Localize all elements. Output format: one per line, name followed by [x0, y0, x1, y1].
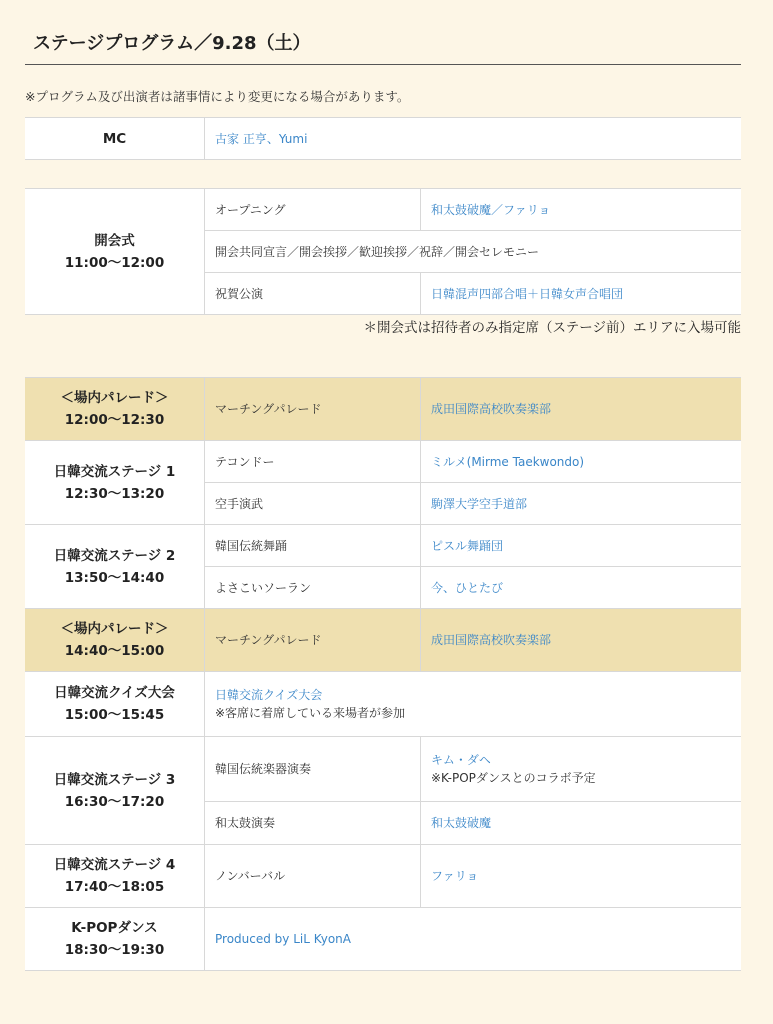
- stage-3-program-1: 韓国伝統楽器演奏: [205, 737, 421, 802]
- mc-row: [25, 118, 741, 160]
- parade-2-time: 14:40〜15:00: [64, 643, 165, 659]
- stage-3-name: 日韓交流ステージ 3: [53, 771, 176, 788]
- stage-4-time: 17:40〜18:05: [64, 879, 165, 895]
- stage-3-program-2: 和太鼓演奏: [205, 802, 421, 845]
- stage-3-performer-cell-1: [421, 737, 742, 802]
- parade-1-performer[interactable]: 成田国際高校吹奏楽部: [431, 402, 552, 416]
- parade-2-performer-cell: [421, 609, 742, 672]
- quiz-row: [25, 672, 741, 737]
- opening-time: 11:00〜12:00: [64, 254, 165, 271]
- schedule-table: [25, 377, 741, 971]
- quiz-head: [25, 672, 205, 737]
- quiz-name: 日韓交流クイズ大会: [54, 685, 175, 701]
- parade-1-program: マーチングパレード: [205, 378, 421, 441]
- stage-3-head: [25, 737, 205, 845]
- stage-2-row-1: [25, 525, 741, 567]
- stage-1-head: [25, 441, 205, 525]
- opening-performer-cell-3: [421, 273, 742, 315]
- stage-1-performer-2[interactable]: 駒澤大学空手道部: [431, 496, 528, 511]
- stage-1-program-2: 空手演武: [205, 483, 421, 525]
- parade-1-time: 12:00〜12:30: [64, 412, 165, 428]
- parade-1-performer-cell: [421, 378, 742, 441]
- stage-4-performer[interactable]: ファリョ: [431, 869, 479, 883]
- stage-4-performer-cell: [421, 845, 742, 908]
- parade-2-name: ＜場内パレード＞: [60, 621, 169, 637]
- quiz-time: 15:00〜15:45: [64, 707, 165, 723]
- kpop-name: K-POPダンス: [71, 920, 158, 936]
- kpop-head: [25, 908, 205, 971]
- opening-program-1: オープニング: [205, 189, 421, 231]
- stage-1-time: 12:30〜13:20: [64, 485, 165, 502]
- opening-row-1: [25, 189, 741, 231]
- stage-4-program: ノンバーバル: [205, 845, 421, 908]
- stage-2-name: 日韓交流ステージ 2: [53, 547, 176, 564]
- kpop-time: 18:30〜19:30: [64, 942, 165, 958]
- kpop-row: [25, 908, 741, 971]
- opening-head: [25, 189, 205, 315]
- quiz-program[interactable]: 日韓交流クイズ大会: [215, 688, 323, 702]
- parade-2-performer[interactable]: 成田国際高校吹奏楽部: [431, 633, 552, 647]
- opening-performer-3[interactable]: 日韓混声四部合唱＋日韓女声合唱団: [431, 286, 624, 301]
- stage-3-performer-1[interactable]: キム・ダヘ: [431, 753, 491, 767]
- stage-2-time: 13:50〜14:40: [64, 569, 165, 586]
- parade-2-row: [25, 609, 741, 672]
- stage-4-row: [25, 845, 741, 908]
- quiz-note: ※客席に着席している来場者が参加: [215, 706, 406, 720]
- mc-label: MC: [25, 118, 205, 160]
- parade-2-head: [25, 609, 205, 672]
- stage-2-performer-cell-1: [421, 525, 742, 567]
- quiz-detail-cell: [205, 672, 742, 737]
- parade-1-row: [25, 378, 741, 441]
- stage-3-performer-2[interactable]: 和太鼓破魔: [431, 816, 492, 830]
- parade-1-head: [25, 378, 205, 441]
- kpop-detail-cell: [205, 908, 742, 971]
- stage-3-row-1: [25, 737, 741, 802]
- page: [25, 0, 741, 971]
- mc-table: [25, 117, 741, 160]
- stage-1-row-1: [25, 441, 741, 483]
- stage-3-time: 16:30〜17:20: [64, 793, 165, 810]
- change-notice: ※プログラム及び出演者は諸事情により変更になる場合があります。: [25, 89, 410, 104]
- opening-program-3: 祝賀公演: [205, 273, 421, 315]
- stage-2-performer-cell-2: [421, 567, 742, 609]
- stage-2-head: [25, 525, 205, 609]
- opening-program-2: 開会共同宣言／開会挨拶／歓迎挨拶／祝辞／開会セレモニー: [205, 231, 742, 273]
- stage-1-performer-cell-1: [421, 441, 742, 483]
- stage-1-performer-cell-2: [421, 483, 742, 525]
- opening-note: ＊開会式は招待者のみ指定席（ステージ前）エリアに入場可能: [363, 320, 741, 336]
- stage-3-performer-cell-2: [421, 802, 742, 845]
- stage-1-performer-1[interactable]: ミルメ(Mirme Taekwondo): [431, 454, 585, 469]
- stage-2-performer-2[interactable]: 今、ひとたび: [431, 580, 504, 595]
- stage-4-name: 日韓交流ステージ 4: [53, 857, 176, 873]
- stage-4-head: [25, 845, 205, 908]
- stage-1-name: 日韓交流ステージ 1: [53, 463, 176, 480]
- mc-value: 古家 正亨、Yumi: [215, 131, 308, 146]
- page-title: ステージプログラム／9.28（土）: [25, 0, 741, 65]
- stage-3-performer-1-note: ※K-POPダンスとのコラボ予定: [431, 771, 596, 785]
- stage-2-program-2: よさこいソーラン: [205, 567, 421, 609]
- mc-value-cell: [205, 118, 742, 160]
- parade-2-program: マーチングパレード: [205, 609, 421, 672]
- stage-2-performer-1[interactable]: ピスル舞踊団: [431, 538, 504, 553]
- opening-name: 開会式: [94, 232, 135, 249]
- stage-1-program-1: テコンドー: [205, 441, 421, 483]
- parade-1-name: ＜場内パレード＞: [60, 390, 169, 406]
- opening-performer-1[interactable]: 和太鼓破魔／ファリョ: [431, 202, 551, 217]
- stage-2-program-1: 韓国伝統舞踊: [205, 525, 421, 567]
- opening-table: [25, 188, 741, 315]
- opening-performer-cell-1: [421, 189, 742, 231]
- kpop-program[interactable]: Produced by LiL KyonA: [215, 932, 351, 946]
